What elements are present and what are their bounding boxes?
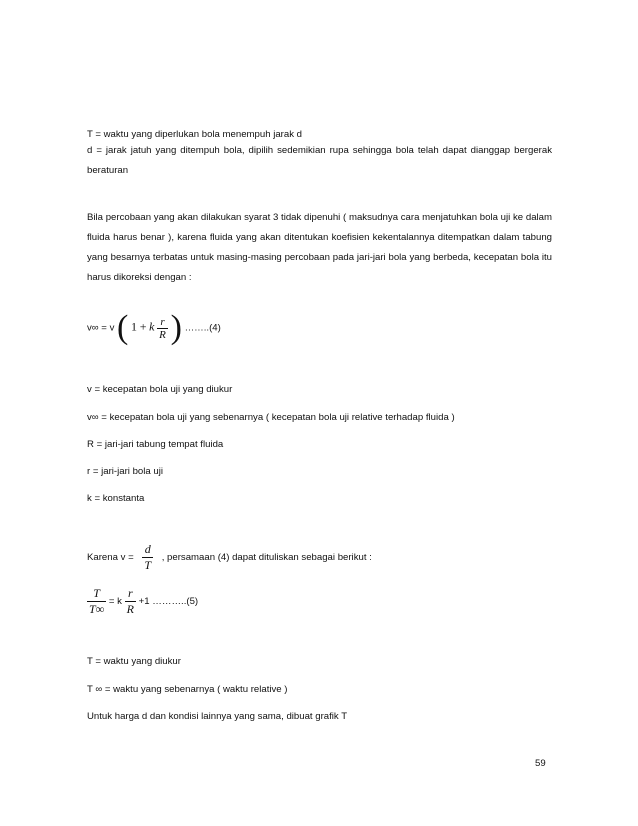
definition-T-infinity: T ∞ = waktu yang sebenarnya ( waktu relative ) xyxy=(87,684,288,695)
eq5-fraction xyxy=(87,586,106,617)
eq4-one: 1 xyxy=(131,319,138,334)
velocity-numerator: d xyxy=(144,542,151,556)
definition-T: T = waktu yang diperlukan bola menempuh jarak d xyxy=(87,129,303,140)
definition-T-measured: T = waktu yang diukur xyxy=(87,656,181,667)
eq4-lhs: v∞ = v xyxy=(87,322,115,334)
definition-r: r = jari-jari bola uji xyxy=(87,466,163,477)
definition-R: R = jari-jari tabung tempat fluida xyxy=(87,439,224,450)
eq4-k: k xyxy=(149,319,155,334)
velocity-denominator: T xyxy=(144,558,152,572)
equation-5 xyxy=(87,586,552,617)
eq5-rest: +1 ………..(5) xyxy=(138,596,199,608)
eq5-equals-k: = k xyxy=(108,596,122,608)
definition-k: k = konstanta xyxy=(87,493,145,504)
karena-suffix: , persamaan (4) dapat dituliskan sebagai berikut : xyxy=(161,552,372,564)
eq5-r-fraction xyxy=(125,586,136,617)
karena-prefix: Karena v = xyxy=(87,552,137,564)
velocity-fraction xyxy=(142,542,153,573)
paragraph-correction: Bila percobaan yang akan dilakukan syarat 3 tidak dipenuhi ( maksudnya cara menjatuhkan bola uji ke dalam fluida harus benar ), karena fluida yang akan ditentukan koefisien kekentalannya ditempatkan dalam tabung yang besarnya terbatas untuk masing-masing percobaan pada jari-jari bola yang berbeda, kecepatan bola itu harus dikoreksi dengan : xyxy=(87,212,552,283)
eq5-r-denominator: R xyxy=(126,602,134,616)
eq5-numerator: T xyxy=(93,586,100,600)
eq4-numerator: r xyxy=(160,315,165,328)
eq4-close-paren: ) xyxy=(170,309,182,346)
eq4-plus: + xyxy=(139,319,147,334)
definition-v: v = kecepatan bola uji yang diukur xyxy=(87,384,233,395)
eq5-denominator: T∞ xyxy=(89,602,105,616)
equation-4 xyxy=(87,311,552,345)
closing-sentence: Untuk harga d dan kondisi lainnya yang sama, dibuat grafik T xyxy=(87,711,348,722)
page-number: 59 xyxy=(535,758,546,769)
karena-line xyxy=(87,542,552,573)
eq4-label: ……..(4) xyxy=(184,322,221,334)
eq5-r-numerator: r xyxy=(127,586,133,600)
eq4-denominator: R xyxy=(159,328,166,341)
definition-d: d = jarak jatuh yang ditempuh bola, dipilih sedemikian rupa sehingga bola telah dapat dianggap bergerak beraturan xyxy=(87,145,552,176)
eq4-open-paren: ( xyxy=(117,309,129,346)
eq4-fraction xyxy=(157,316,168,341)
definition-v-infinity: v∞ = kecepatan bola uji yang sebenarnya ( kecepatan bola uji relative terhadap fluida ) xyxy=(87,412,455,423)
